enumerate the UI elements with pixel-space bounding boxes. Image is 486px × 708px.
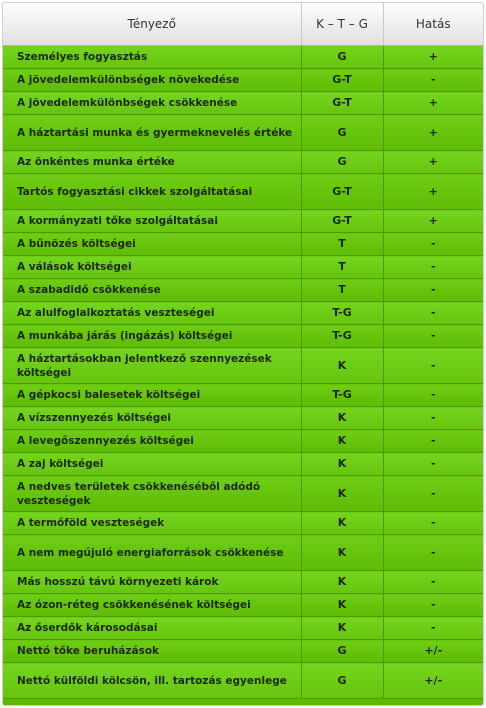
effect-cell: + [383,210,483,233]
effect-cell: - [383,430,483,453]
factor-cell: Más hosszú távú környezeti károk [3,571,301,594]
ktg-cell: K [301,430,383,453]
effect-cell: - [383,535,483,571]
ktg-cell: G [301,640,383,663]
factors-table-container [2,2,484,706]
table-row [3,325,483,348]
table-row [3,210,483,233]
ktg-cell: T-G [301,384,383,407]
table-row [3,640,483,663]
table-row [3,594,483,617]
table-row [3,430,483,453]
factor-cell: Nettó külföldi kölcsön, ill. tartozás egyenlege [3,663,301,699]
ktg-cell: G [301,151,383,174]
ktg-cell: K [301,594,383,617]
table-row [3,571,483,594]
ktg-cell: G-T [301,174,383,210]
table-body [3,46,483,699]
factor-cell: Az ózon-réteg csökkenésének költségei [3,594,301,617]
factor-cell: A termőföld veszteségek [3,512,301,535]
factor-cell: A nem megújuló energiaforrások csökkenése [3,535,301,571]
factor-cell: A nedves területek csökkenéséből adódó veszteségek [3,476,301,512]
ktg-cell: K [301,407,383,430]
effect-cell: - [383,617,483,640]
ktg-cell: G [301,46,383,69]
ktg-cell: T [301,256,383,279]
effect-cell: - [383,279,483,302]
ktg-cell: K [301,535,383,571]
table-row [3,279,483,302]
table-row [3,348,483,384]
effect-cell: + [383,115,483,151]
factors-table [3,3,483,699]
effect-cell: - [383,348,483,384]
header-effect: Hatás [383,3,483,46]
table-row [3,46,483,69]
table-row [3,233,483,256]
ktg-cell: K [301,348,383,384]
table-row [3,92,483,115]
table-row [3,617,483,640]
effect-cell: - [383,302,483,325]
effect-cell: +/- [383,640,483,663]
table-row [3,69,483,92]
effect-cell: - [383,256,483,279]
effect-cell: - [383,407,483,430]
effect-cell: - [383,594,483,617]
ktg-cell: T [301,233,383,256]
factor-cell: Személyes fogyasztás [3,46,301,69]
factor-cell: Tartós fogyasztási cikkek szolgáltatásai [3,174,301,210]
ktg-cell: G [301,663,383,699]
table-row [3,302,483,325]
table-header-row [3,3,483,46]
effect-cell: - [383,571,483,594]
factor-cell: A bűnözés költségei [3,233,301,256]
ktg-cell: G-T [301,210,383,233]
effect-cell: - [383,233,483,256]
factor-cell: A jövedelemkülönbségek növekedése [3,69,301,92]
factor-cell: A kormányzati tőke szolgáltatásai [3,210,301,233]
table-row [3,535,483,571]
factor-cell: A levegőszennyezés költségei [3,430,301,453]
table-row [3,384,483,407]
effect-cell: + [383,151,483,174]
ktg-cell: T [301,279,383,302]
effect-cell: - [383,512,483,535]
factor-cell: A szabadidő csökkenése [3,279,301,302]
factor-cell: A háztartásokban jelentkező szennyezések költségei [3,348,301,384]
factor-cell: A zaj költségei [3,453,301,476]
ktg-cell: K [301,476,383,512]
effect-cell: + [383,46,483,69]
effect-cell: - [383,476,483,512]
factor-cell: Az alulfoglalkoztatás veszteségei [3,302,301,325]
table-row [3,115,483,151]
effect-cell: + [383,174,483,210]
table-row [3,407,483,430]
ktg-cell: K [301,571,383,594]
factor-cell: A jövedelemkülönbségek csökkenése [3,92,301,115]
table-row [3,512,483,535]
factor-cell: Az őserdők károsodásai [3,617,301,640]
ktg-cell: T-G [301,302,383,325]
ktg-cell: G-T [301,92,383,115]
table-row [3,174,483,210]
factor-cell: A gépkocsi balesetek költségei [3,384,301,407]
ktg-cell: G-T [301,69,383,92]
ktg-cell: G [301,115,383,151]
effect-cell: - [383,325,483,348]
effect-cell: - [383,384,483,407]
table-row [3,476,483,512]
ktg-cell: T-G [301,325,383,348]
factor-cell: A vízszennyezés költségei [3,407,301,430]
table-row [3,256,483,279]
effect-cell: - [383,69,483,92]
ktg-cell: K [301,512,383,535]
ktg-cell: K [301,617,383,640]
effect-cell: - [383,453,483,476]
factor-cell: A munkába járás (ingázás) költségei [3,325,301,348]
ktg-cell: K [301,453,383,476]
factor-cell: Az önkéntes munka értéke [3,151,301,174]
header-factor: Tényező [3,3,301,46]
table-row [3,453,483,476]
effect-cell: + [383,92,483,115]
factor-cell: Nettó tőke beruházások [3,640,301,663]
table-row [3,663,483,699]
table-row [3,151,483,174]
factor-cell: A válások költségei [3,256,301,279]
header-ktg: K – T – G [301,3,383,46]
effect-cell: +/- [383,663,483,699]
factor-cell: A háztartási munka és gyermeknevelés értéke [3,115,301,151]
